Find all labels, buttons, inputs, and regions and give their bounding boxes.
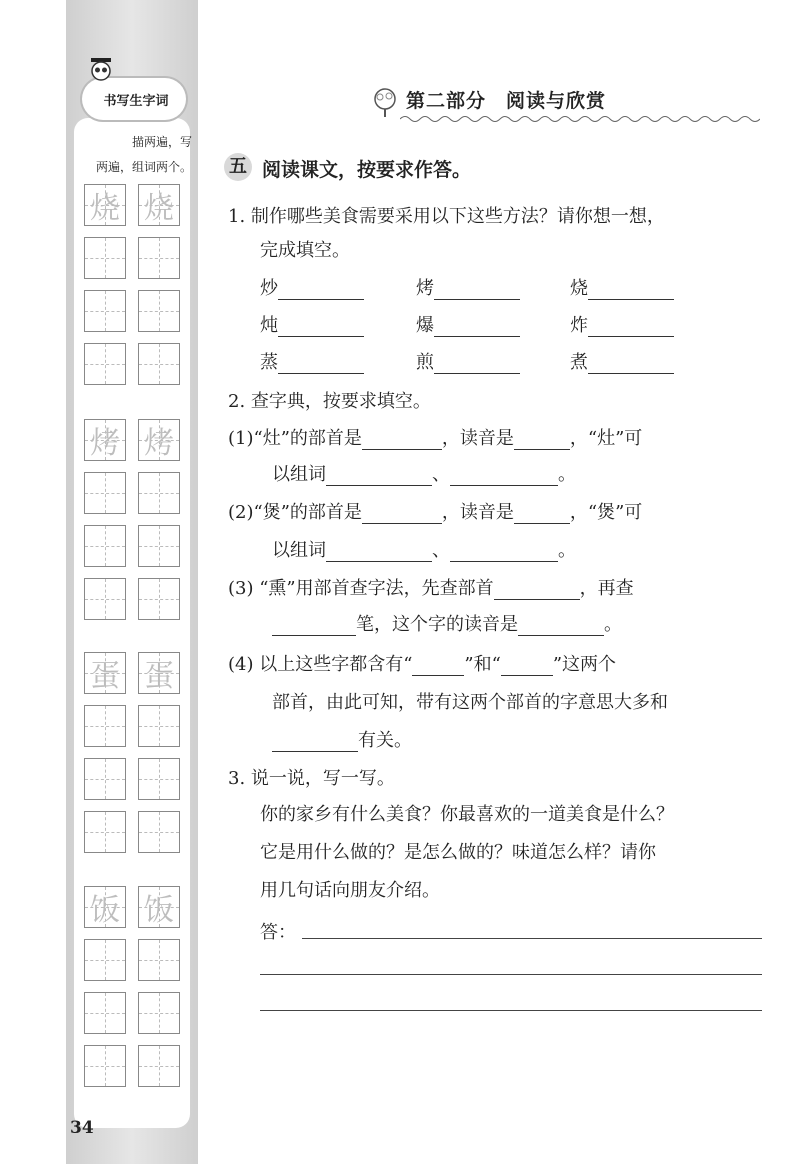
writing-cell[interactable] xyxy=(84,237,126,279)
q2-item-2-prompt: (2)“煲”的部首是 xyxy=(228,502,362,523)
radical-blank[interactable] xyxy=(362,505,442,524)
method-blank[interactable] xyxy=(278,281,364,300)
page-number: 34 xyxy=(70,1118,94,1138)
writing-cell[interactable] xyxy=(138,578,180,620)
q2-item-2-line-2 xyxy=(272,536,576,562)
method-label: 炸 xyxy=(570,315,588,336)
period: 。 xyxy=(558,464,576,485)
writing-cell[interactable] xyxy=(84,1045,126,1087)
q1-line-2: 完成填空。 xyxy=(260,240,350,261)
q2-item-1-line-1 xyxy=(228,424,642,450)
method-row-3 xyxy=(260,348,364,374)
q2-item-2-words-label: ，“煲”可 xyxy=(569,502,643,523)
method-row-1 xyxy=(416,274,520,300)
writing-cell[interactable] xyxy=(138,525,180,567)
answer-line-1[interactable] xyxy=(302,938,762,939)
section-title: 第二部分 阅读与欣赏 xyxy=(406,90,607,112)
pinyin-blank[interactable] xyxy=(514,505,570,524)
trace-char: 烧 xyxy=(90,191,120,226)
writing-cell[interactable] xyxy=(84,472,126,514)
method-label: 爆 xyxy=(416,315,434,336)
writing-cell[interactable] xyxy=(84,525,126,567)
q2-item-3-reading-label: 笔，这个字的读音是 xyxy=(356,614,518,635)
method-row-3 xyxy=(416,348,520,374)
method-label: 炖 xyxy=(260,315,278,336)
period: 。 xyxy=(604,614,622,635)
method-row-1 xyxy=(260,274,364,300)
writing-cell[interactable] xyxy=(138,705,180,747)
answer-label: 答： xyxy=(260,922,296,943)
word-blank[interactable] xyxy=(450,543,558,562)
radical-blank[interactable] xyxy=(494,581,580,600)
trace-cell[interactable] xyxy=(84,184,126,226)
q3-line-3: 用几句话向朋友介绍。 xyxy=(260,880,440,901)
writing-cell[interactable] xyxy=(138,472,180,514)
writing-cell[interactable] xyxy=(138,237,180,279)
tree-icon xyxy=(368,86,402,120)
answer-line-3[interactable] xyxy=(260,1010,762,1011)
writing-cell[interactable] xyxy=(84,578,126,620)
instruction-line-1: 描两遍，写 xyxy=(131,135,192,149)
method-label: 煎 xyxy=(416,352,434,373)
q3-title: 3. 说一说，写一写。 xyxy=(228,768,395,789)
writing-cell[interactable] xyxy=(138,939,180,981)
writing-cell[interactable] xyxy=(84,343,126,385)
q2-item-3-line-1 xyxy=(228,574,634,600)
sidebar-title: 书写生字词 xyxy=(103,94,169,109)
method-blank[interactable] xyxy=(588,281,674,300)
writing-cell[interactable] xyxy=(138,811,180,853)
exercise-title: 阅读课文，按要求作答。 xyxy=(262,159,472,181)
q2-item-4-prompt: (4) 以上这些字都含有“ xyxy=(228,654,413,675)
method-row-1 xyxy=(570,274,674,300)
q2-item-1-compose: 以组词 xyxy=(272,464,326,485)
q2-item-1-words-label: ，“灶”可 xyxy=(569,428,643,449)
period: 。 xyxy=(558,540,576,561)
method-blank[interactable] xyxy=(588,355,674,374)
instruction-line-2: 两遍，组词两个。 xyxy=(95,160,192,174)
writing-cell[interactable] xyxy=(84,992,126,1034)
method-blank[interactable] xyxy=(278,318,364,337)
pinyin-blank[interactable] xyxy=(514,431,570,450)
q2-item-1-prompt: (1)“灶”的部首是 xyxy=(228,428,362,449)
q2-item-4-related: 有关。 xyxy=(358,730,412,751)
radical-blank[interactable] xyxy=(412,657,464,676)
q3-line-2: 它是用什么做的？是怎么做的？味道怎么样？请你 xyxy=(260,842,656,863)
method-blank[interactable] xyxy=(588,318,674,337)
method-blank[interactable] xyxy=(434,355,520,374)
trace-char: 烤 xyxy=(90,426,120,461)
q2-item-2-line-1 xyxy=(228,498,642,524)
method-blank[interactable] xyxy=(434,318,520,337)
q2-item-1-reading-label: ，读音是 xyxy=(441,428,514,449)
q2-item-2-compose: 以组词 xyxy=(272,540,326,561)
q2-item-1-line-2 xyxy=(272,460,576,486)
method-label: 烧 xyxy=(570,278,588,299)
meaning-blank[interactable] xyxy=(272,733,358,752)
q2-item-2-reading-label: ，读音是 xyxy=(441,502,514,523)
q2-item-4-line-2: 部首，由此可知，带有这两个部首的字意思大多和 xyxy=(272,692,668,713)
q2-item-3-then: ，再查 xyxy=(579,578,634,599)
method-label: 炒 xyxy=(260,278,278,299)
q3-line-1: 你的家乡有什么美食？你最喜欢的一道美食是什么？ xyxy=(260,804,674,825)
trace-char: 烧 xyxy=(144,191,174,226)
q2-item-4-and: ”和“ xyxy=(464,654,501,675)
writing-cell[interactable] xyxy=(138,1045,180,1087)
writing-cell[interactable] xyxy=(138,758,180,800)
trace-char: 饭 xyxy=(90,893,120,928)
separator: 、 xyxy=(432,464,450,485)
trace-char: 蛋 xyxy=(90,659,120,694)
method-blank[interactable] xyxy=(434,281,520,300)
trace-cell[interactable] xyxy=(84,419,126,461)
word-blank[interactable] xyxy=(450,467,558,486)
radical-blank[interactable] xyxy=(501,657,553,676)
writing-cell[interactable] xyxy=(84,939,126,981)
writing-cell[interactable] xyxy=(138,992,180,1034)
method-row-2 xyxy=(570,311,674,337)
sidebar-instruction xyxy=(76,130,192,180)
trace-cell[interactable] xyxy=(84,652,126,694)
word-blank[interactable] xyxy=(326,543,432,562)
stroke-count-blank[interactable] xyxy=(272,617,356,636)
radical-blank[interactable] xyxy=(362,431,442,450)
answer-line-2[interactable] xyxy=(260,974,762,975)
trace-char: 烤 xyxy=(144,426,174,461)
trace-char: 蛋 xyxy=(144,659,174,694)
q2-item-4-line-3 xyxy=(272,726,412,752)
trace-char: 饭 xyxy=(144,893,174,928)
writing-cell[interactable] xyxy=(84,290,126,332)
method-row-2 xyxy=(416,311,520,337)
method-row-2 xyxy=(260,311,364,337)
trace-cell[interactable] xyxy=(138,886,180,928)
method-label: 煮 xyxy=(570,352,588,373)
wave-divider xyxy=(400,112,760,126)
method-row-3 xyxy=(570,348,674,374)
trace-cell[interactable] xyxy=(138,184,180,226)
writing-cell[interactable] xyxy=(84,758,126,800)
pinyin-blank[interactable] xyxy=(518,617,604,636)
method-blank[interactable] xyxy=(278,355,364,374)
writing-cell[interactable] xyxy=(138,290,180,332)
separator: 、 xyxy=(432,540,450,561)
owl-mascot-icon xyxy=(88,56,114,82)
q1-line-1: 1. 制作哪些美食需要采用以下这些方法？请你想一想， xyxy=(228,206,665,227)
q2-title: 2. 查字典，按要求填空。 xyxy=(228,391,431,412)
writing-cell[interactable] xyxy=(84,705,126,747)
q2-item-3-line-2 xyxy=(272,610,622,636)
method-label: 烤 xyxy=(416,278,434,299)
trace-cell[interactable] xyxy=(138,419,180,461)
method-label: 蒸 xyxy=(260,352,278,373)
trace-cell[interactable] xyxy=(138,652,180,694)
writing-cell[interactable] xyxy=(84,811,126,853)
q2-item-4-line-1 xyxy=(228,650,616,676)
writing-cell[interactable] xyxy=(138,343,180,385)
trace-cell[interactable] xyxy=(84,886,126,928)
q2-item-4-these: ”这两个 xyxy=(552,654,617,675)
word-blank[interactable] xyxy=(326,467,432,486)
q2-item-3-prompt: (3) “熏”用部首查字法，先查部首 xyxy=(228,578,494,599)
exercise-number-badge: 五 xyxy=(224,153,252,181)
